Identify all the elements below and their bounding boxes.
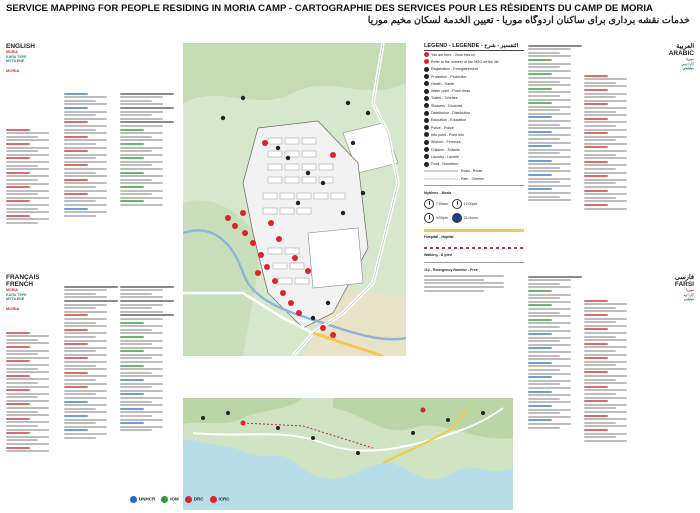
legend-row: Children - Enfants bbox=[424, 146, 524, 153]
english-karatepe-label: KARA TEPE bbox=[6, 54, 27, 59]
info-point-icon bbox=[424, 132, 429, 137]
legend-row: Health - Santé bbox=[424, 80, 524, 87]
arabic-karatepe-label: كارا تيبي bbox=[681, 61, 694, 66]
legend-row: Info point - Point info bbox=[424, 131, 524, 138]
farsi-heading-2: FARSI bbox=[674, 281, 694, 288]
number-badge-icon bbox=[424, 59, 429, 64]
education-icon bbox=[424, 118, 429, 123]
distribution-icon bbox=[424, 111, 429, 116]
arabic-moria-label: موريا bbox=[686, 57, 694, 61]
drc-logo-icon bbox=[185, 496, 192, 503]
bus-times: 7:00am 12:00pm bbox=[424, 197, 524, 211]
arabic-heading-2: ARABIC bbox=[668, 50, 694, 57]
location-pin-icon bbox=[424, 52, 429, 57]
laundry-icon bbox=[424, 154, 429, 159]
legend-title: LEGEND - LÉGENDE - التفسير - شرح bbox=[424, 43, 524, 51]
legend-row: Police - Police bbox=[424, 124, 524, 131]
french-moria-label: MORIA bbox=[6, 288, 18, 292]
arabic-panel bbox=[528, 43, 694, 265]
english-section-moria: MORIA bbox=[6, 67, 20, 73]
farsi-panel bbox=[528, 274, 694, 496]
legend-row: Road - Route bbox=[424, 168, 524, 175]
unhcr-logo-icon bbox=[130, 496, 137, 503]
french-col-2 bbox=[64, 284, 118, 440]
toilet-icon bbox=[424, 96, 429, 101]
women-icon bbox=[424, 140, 429, 145]
farsi-col-1 bbox=[528, 274, 582, 430]
legend-row: Path - Chemin bbox=[424, 175, 524, 182]
clock-icon bbox=[452, 199, 462, 209]
arabic-col-1 bbox=[528, 43, 582, 203]
legend-row: Food - Nourriture bbox=[424, 160, 524, 167]
french-col-1 bbox=[6, 330, 60, 454]
water-point-icon bbox=[424, 89, 429, 94]
legend-row: You are here - Vous êtes ici bbox=[424, 51, 524, 58]
bus-times-2: 5:00pm 24 Hours bbox=[424, 211, 524, 225]
english-mytilene-label: MYTILENE bbox=[6, 59, 25, 63]
org-logo: ICRC bbox=[210, 496, 230, 503]
english-col-1 bbox=[6, 127, 60, 226]
legend-row: Distribution - Distribution bbox=[424, 109, 524, 116]
page-title: SERVICE MAPPING FOR PEOPLE RESIDING IN MORIA CAMP - CARTOGRAPHIE DES SERVICES POUR LES RÉSIDENTS DU CAMP DE MORIA bbox=[6, 3, 653, 14]
clock-icon bbox=[424, 199, 434, 209]
health-icon bbox=[424, 81, 429, 86]
org-logos bbox=[130, 496, 230, 503]
legend-row: Refer to the number of the NGO on the list bbox=[424, 58, 524, 65]
farsi-moria-label: موریا bbox=[686, 288, 694, 292]
french-mytilene-label: MYTILENE bbox=[6, 297, 25, 301]
legend-row: Showers - Douches bbox=[424, 102, 524, 109]
protection-icon bbox=[424, 74, 429, 79]
english-panel bbox=[6, 43, 174, 265]
camp-map[interactable] bbox=[183, 43, 406, 356]
icrc-logo-icon bbox=[210, 496, 217, 503]
french-heading: FRANÇAIS bbox=[6, 274, 40, 281]
hospital-route-label: Hospital - Hôpital bbox=[424, 235, 454, 240]
arabic-mytilene-label: ميتيليني bbox=[682, 66, 694, 70]
english-col-2 bbox=[64, 91, 118, 218]
french-heading-2: FRENCH bbox=[6, 281, 34, 288]
road-line-icon bbox=[424, 170, 458, 172]
org-logo: IOM bbox=[161, 496, 179, 503]
camp-map-svg bbox=[183, 43, 406, 356]
legend-row: Women - Femmes bbox=[424, 139, 524, 146]
food-icon bbox=[424, 162, 429, 167]
farsi-karatepe-label: کارا تپه bbox=[683, 292, 694, 297]
english-col-3 bbox=[120, 91, 174, 208]
page-subtitle-rtl: خدمات نقشه برداری برای ساکنان اردوگاه موریا - تعيين الخدمة لسكان مخيم موريا bbox=[367, 15, 690, 26]
arabic-col-2 bbox=[584, 73, 638, 211]
org-logo: UNHCR bbox=[130, 496, 155, 503]
legend-row: Education - Éducation bbox=[424, 117, 524, 124]
french-col-3 bbox=[120, 284, 174, 433]
legend-row: Registration - Enregistrement bbox=[424, 66, 524, 73]
legend-row: Laundry - Laverie bbox=[424, 153, 524, 160]
org-logo: DRC bbox=[185, 496, 204, 503]
emergency-number: 112 - Emergency Number - Free bbox=[424, 267, 478, 272]
legend-row: Water point - Point d'eau bbox=[424, 87, 524, 94]
farsi-heading: فارسی bbox=[674, 274, 694, 281]
map-legend bbox=[424, 43, 524, 356]
english-heading: ENGLISH bbox=[6, 43, 35, 50]
coast-overview-map[interactable] bbox=[183, 398, 513, 510]
legend-row: Protection - Protection bbox=[424, 73, 524, 80]
farsi-mytilene-label: میتیلین bbox=[683, 297, 694, 301]
coast-map-svg bbox=[183, 398, 513, 510]
police-icon bbox=[424, 125, 429, 130]
registration-icon bbox=[424, 67, 429, 72]
iom-logo-icon bbox=[161, 496, 168, 503]
clock-icon bbox=[424, 213, 434, 223]
shower-icon bbox=[424, 103, 429, 108]
french-karatepe-label: KARA TEPE bbox=[6, 292, 27, 297]
french-section-moria: MORIA bbox=[6, 305, 20, 311]
bus-route-label: Mytilene - Moria bbox=[424, 190, 452, 195]
arabic-heading: العربية bbox=[676, 43, 694, 50]
french-panel bbox=[6, 274, 174, 496]
legend-row: Toilets - Toilettes bbox=[424, 95, 524, 102]
walking-route-label: Walking - À pied bbox=[424, 252, 452, 257]
children-icon bbox=[424, 147, 429, 152]
clock-icon bbox=[452, 213, 462, 223]
farsi-col-2 bbox=[584, 298, 638, 443]
english-moria-label: MORIA bbox=[6, 50, 18, 54]
path-line-icon bbox=[424, 178, 458, 180]
